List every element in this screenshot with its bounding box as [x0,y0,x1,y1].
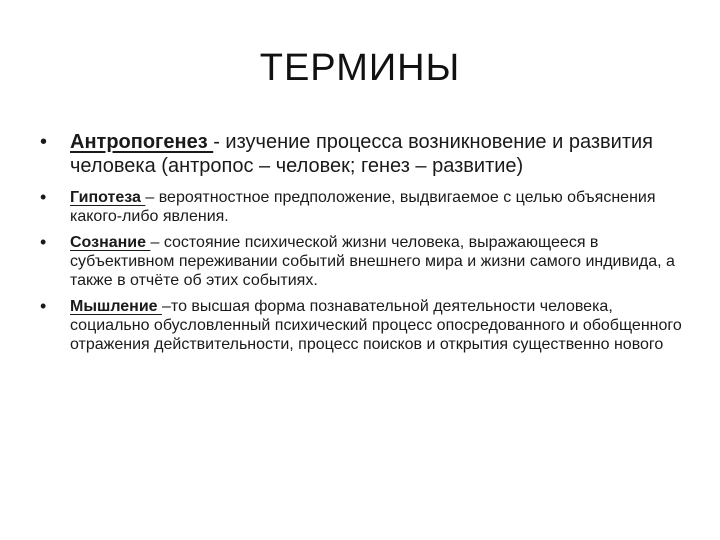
term-definition: - изучение процесса возникновение и развития человека (антропос – человек; генез – развитие) [70,131,653,177]
term-item-hypothesis [36,188,686,226]
term-definition: –то высшая форма познавательной деятельности человека, социально обусловленный психический процесс опосредованного и обобщенного отражения действительности, процесс поисков и открытия существенно нового [70,298,682,353]
term-definition: – состояние психической жизни человека, выражающееся в субъективном переживании событий внешнего мира и жизни самого индивида, а также в отчёте об этих событиях. [70,234,675,289]
term-item-consciousness [36,233,686,290]
bullet-icon: • [40,187,47,207]
term-item-thinking [36,297,686,354]
slide-title: ТЕРМИНЫ [259,47,461,89]
bullet-icon: • [40,232,47,252]
term-name: Сознание [70,234,151,251]
term-item-anthropogenesis [36,130,686,178]
term-name: Гипотеза [70,189,146,206]
term-name: Мышление [70,298,163,315]
bullet-icon: • [40,296,47,316]
bullet-icon: • [40,131,48,153]
term-definition: – вероятностное предположение, выдвигаемое с целью объяснения какого-либо явления. [70,189,656,225]
terms-list [36,130,686,361]
term-name: Антропогенез [70,131,214,153]
